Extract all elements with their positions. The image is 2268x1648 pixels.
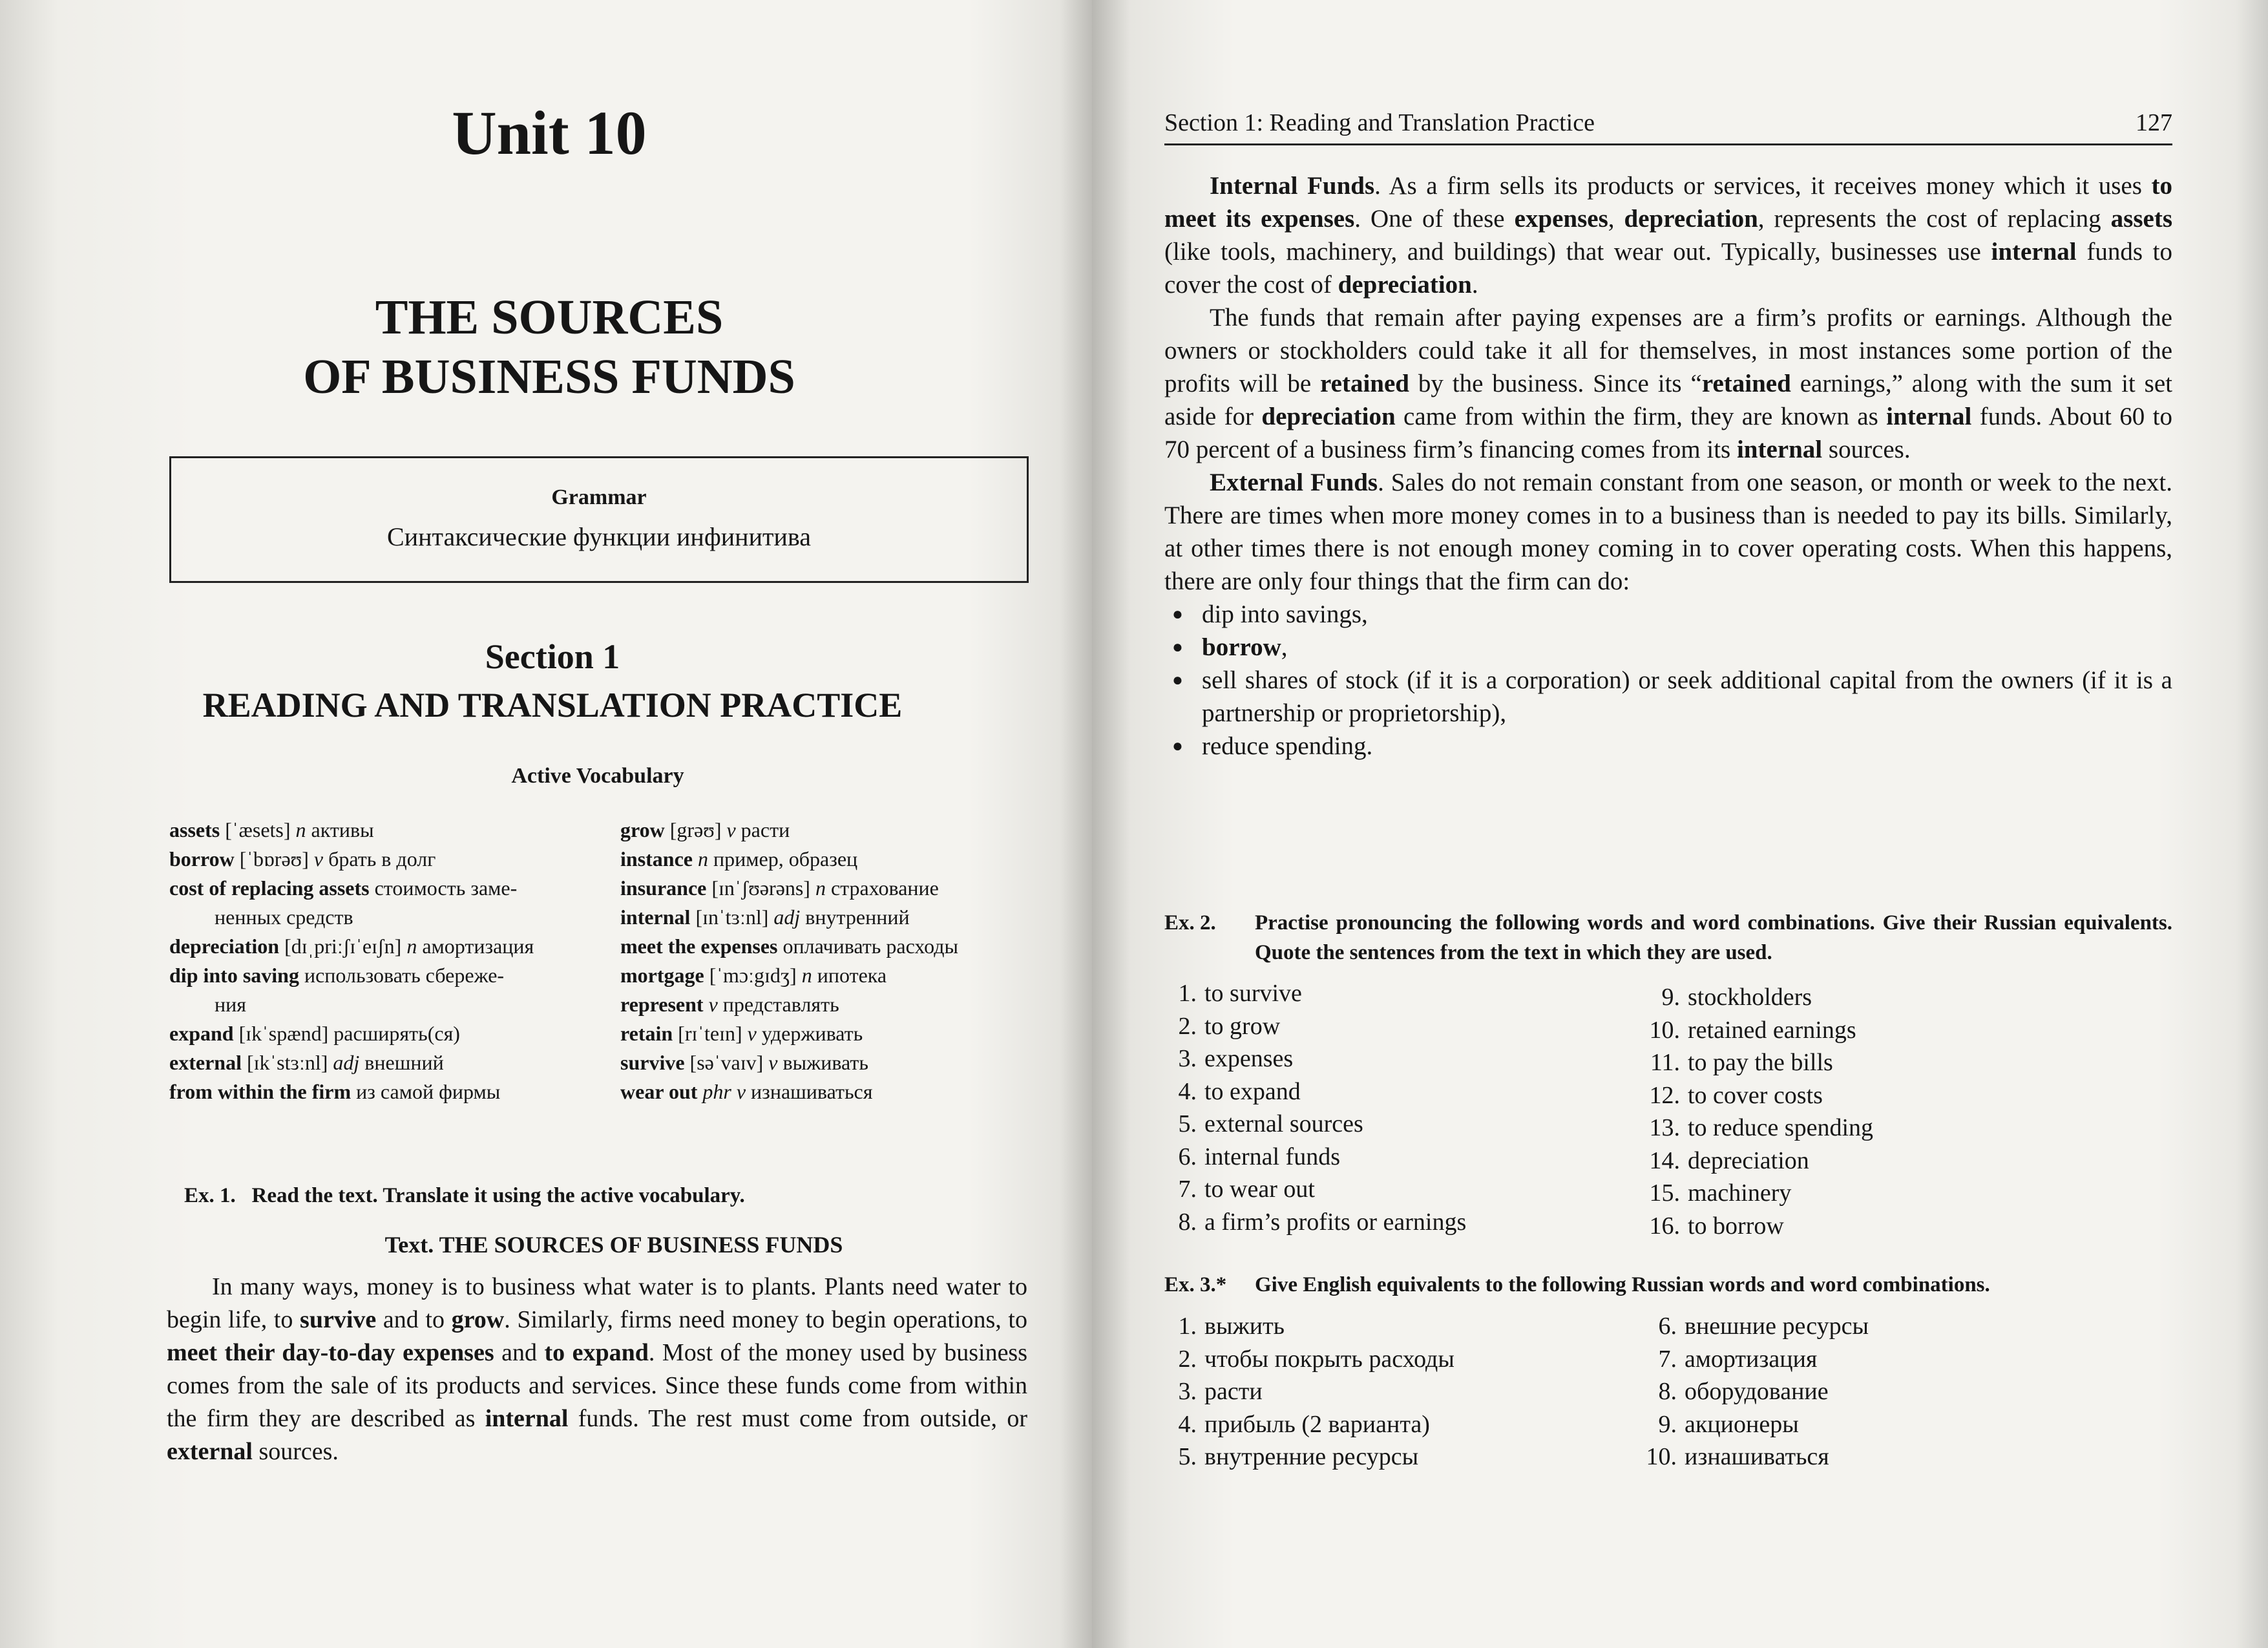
vocab-part-of-speech: n — [801, 964, 812, 987]
vocab-part-of-speech: adj — [333, 1051, 360, 1074]
text-run: sources. — [252, 1438, 339, 1465]
vocab-part-of-speech: phr v — [702, 1080, 746, 1103]
exercise-3-label: Ex. 3.* — [1164, 1273, 1227, 1296]
item-text: to grow — [1204, 1012, 1281, 1040]
item-number: 5. — [1178, 1443, 1197, 1470]
vocab-term: expand — [169, 1022, 234, 1045]
vocab-entry: ния — [215, 993, 246, 1016]
exercise-item — [1164, 1075, 1565, 1108]
right-page — [1092, 0, 2268, 1648]
item-number: 2. — [1178, 1012, 1197, 1040]
paragraph-internal-funds — [1164, 169, 2172, 301]
exercise-item — [1648, 1145, 2048, 1178]
vocab-entry: mortgage [ˈmɔːgɪdʒ] n ипотека — [620, 964, 887, 987]
vocab-entry: assets [ˈæsets] n активы — [169, 818, 374, 841]
vocab-entry: instance n пример, образец — [620, 847, 858, 871]
item-text: внешние ресурсы — [1685, 1313, 1869, 1340]
bold-term: assets — [2110, 205, 2173, 233]
text-run: The funds that remain after paying expenses are a firm’s profits or earnings. Although the owners or stockholders could take it all for themselves, in most instances some portion of the profits will be — [1164, 304, 2172, 397]
exercise-3-list-right — [1644, 1310, 2045, 1474]
bullet-item — [1164, 598, 2172, 631]
exercise-item — [1164, 1310, 1565, 1343]
grammar-box — [169, 456, 1029, 583]
text-run: sell shares of stock (if it is a corporation) or seek additional capital from the owners (if it is a partnership or proprietorship), — [1202, 666, 2172, 727]
vocab-entry: depreciation [dɪˌpriːʃɪˈeɪʃn] n амортизация — [169, 935, 534, 958]
vocab-term: meet the expenses — [620, 935, 778, 958]
unit-title: Unit 10 — [452, 98, 647, 167]
item-text: расти — [1204, 1378, 1263, 1405]
item-number: 12. — [1649, 1081, 1680, 1109]
vocab-term: assets — [169, 818, 220, 841]
item-text: акционеры — [1685, 1410, 1799, 1438]
text-run: funds. About 60 to 70 percent of a business firm’s financing comes from its — [1164, 403, 2172, 463]
exercise-item — [1648, 1177, 2048, 1210]
exercise-item — [1644, 1343, 2045, 1376]
item-text: external sources — [1204, 1110, 1363, 1137]
exercise-item — [1644, 1441, 2045, 1474]
exercise-item — [1644, 1310, 2045, 1343]
exercise-item — [1164, 1042, 1565, 1075]
bold-term: retained — [1320, 370, 1409, 397]
vocab-entry: insurance [ɪnˈʃʊərəns] n страхование — [620, 876, 939, 900]
item-text: depreciation — [1688, 1146, 1809, 1174]
bold-term: external — [167, 1438, 253, 1465]
vocab-entry: survive [səˈvaɪv] v выживать — [620, 1051, 868, 1074]
item-text: to borrow — [1688, 1212, 1784, 1240]
vocab-entry: cost of replacing assets стоимость заме- — [169, 876, 518, 900]
item-number: 16. — [1649, 1212, 1680, 1240]
intro-paragraph — [167, 1271, 1027, 1468]
page-number: 127 — [2136, 109, 2172, 136]
item-number: 11. — [1650, 1049, 1680, 1076]
exercise-item — [1648, 1046, 2048, 1079]
grammar-heading: Grammar — [551, 485, 647, 509]
item-number: 14. — [1649, 1146, 1680, 1174]
vocab-term: wear out — [620, 1080, 698, 1103]
text-run: In many ways, money is to business what water is to plants. Plants need water to begin life, to — [167, 1273, 1027, 1333]
item-text: внутренние ресурсы — [1204, 1443, 1419, 1470]
item-number: 15. — [1649, 1179, 1680, 1207]
vocab-entry: internal [ɪnˈtɜːnl] adj внутренний — [620, 905, 910, 929]
item-text: to pay the bills — [1688, 1049, 1833, 1076]
bold-term: meet their day-to-day expenses — [167, 1339, 494, 1366]
vocab-part-of-speech: n — [295, 818, 306, 841]
item-number: 6. — [1178, 1143, 1197, 1170]
item-text: stockholders — [1688, 984, 1812, 1011]
item-number: 13. — [1649, 1114, 1680, 1141]
options-bullet-list — [1164, 598, 2172, 763]
vocabulary-right-column — [620, 816, 1040, 1106]
vocab-part-of-speech: v — [768, 1051, 778, 1074]
bold-term: internal — [1886, 403, 1972, 430]
text-run: and to — [376, 1306, 452, 1333]
exercise-item — [1164, 1375, 1565, 1408]
exercise-item — [1648, 1210, 2048, 1243]
text-run: . — [1471, 271, 1478, 299]
exercise-item — [1164, 1141, 1565, 1174]
main-title — [149, 288, 950, 407]
item-text: изнашиваться — [1685, 1443, 1829, 1470]
bold-term: internal — [1736, 436, 1823, 463]
vocab-entry: external [ɪkˈstɜːnl] adj внешний — [169, 1051, 444, 1074]
exercise-2-text: Practise pronouncing the following words and word combinations. Give their Russian equivalents. Quote the sentences from the text in which they are used. — [1255, 911, 2172, 964]
bullet-item — [1164, 631, 2172, 664]
exercise-item — [1164, 1441, 1565, 1474]
vocab-entry: grow [grəʊ] v расти — [620, 818, 790, 841]
exercise-3-text: Give English equivalents to the following Russian words and word combinations. — [1255, 1273, 1990, 1296]
vocab-term: grow — [620, 818, 665, 841]
vocab-entry: meet the expenses оплачивать расходы — [620, 935, 958, 958]
item-number: 5. — [1178, 1110, 1197, 1137]
item-text: прибыль (2 варианта) — [1204, 1410, 1430, 1438]
exercise-item — [1164, 1206, 1565, 1239]
exercise-item — [1644, 1375, 2045, 1408]
exercise-3-heading — [1164, 1270, 2172, 1300]
vocab-entry: represent v представлять — [620, 993, 839, 1016]
item-text: амортизация — [1685, 1345, 1818, 1373]
text-run: earnings,” along with the sum it set aside for — [1164, 370, 2172, 430]
item-text: to reduce spending — [1688, 1114, 1874, 1141]
text-run: came from within the firm, they are known as — [1395, 403, 1887, 430]
item-text: expenses — [1204, 1045, 1294, 1072]
paragraph-external-funds — [1164, 466, 2172, 598]
bold-term: borrow — [1202, 633, 1281, 661]
item-number: 7. — [1178, 1176, 1197, 1203]
item-text: a firm’s profits or earnings — [1204, 1208, 1467, 1236]
exercise-item — [1648, 1014, 2048, 1047]
exercise-2-heading — [1164, 908, 2172, 967]
vocab-entry: wear out phr v изнашиваться — [620, 1080, 873, 1103]
text-run: . One of these — [1354, 205, 1515, 233]
item-number: 1. — [1178, 980, 1197, 1007]
vocab-term: from within the firm — [169, 1080, 352, 1103]
vocab-part-of-speech: adj — [773, 905, 801, 929]
text-run: . Most of the money used by business comes from the sale of its products and services. Since these funds come from within the firm they are described as — [167, 1339, 1028, 1432]
vocab-term: cost of replacing assets — [169, 876, 370, 900]
text-run: (like tools, machinery, and buildings) that wear out. Typically, businesses use — [1164, 238, 1991, 266]
exercise-item — [1164, 977, 1565, 1010]
text-run: funds. The rest must come from outside, or — [568, 1405, 1028, 1432]
exercise-1-label: Ex. 1. — [184, 1184, 236, 1207]
exercise-item — [1164, 1010, 1565, 1043]
text-run: . Sales do not remain constant from one season, or month or week to the next. There are times when more money comes in to a business than is needed to pay its bills. Similarly, at other times there is not enough money coming in to cover operating costs. When this happens, there are only four things that the firm can do: — [1164, 469, 2172, 595]
item-text: чтобы покрыть расходы — [1204, 1345, 1454, 1373]
item-text: выжить — [1204, 1313, 1285, 1340]
vocab-term: instance — [620, 847, 693, 871]
running-header — [1164, 109, 2172, 145]
vocab-term: represent — [620, 993, 704, 1016]
text-run: . Similarly, firms need money to begin operations, to — [504, 1306, 1027, 1333]
vocab-entry: expand [ɪkˈspænd] расширять(ся) — [169, 1022, 460, 1045]
item-number: 7. — [1658, 1345, 1677, 1373]
paragraph-retained-earnings — [1164, 301, 2172, 466]
item-number: 4. — [1178, 1410, 1197, 1438]
bold-term: depreciation — [1261, 403, 1396, 430]
vocab-term: external — [169, 1051, 242, 1074]
item-number: 10. — [1646, 1443, 1677, 1470]
vocab-term: dip into saving — [169, 964, 299, 987]
text-run: dip into savings, — [1202, 600, 1368, 628]
vocab-part-of-speech: n — [815, 876, 826, 900]
vocab-entry: ненных средств — [215, 905, 353, 929]
bullet-item — [1164, 664, 2172, 730]
item-number: 10. — [1649, 1016, 1680, 1044]
bold-term: grow — [451, 1306, 505, 1333]
vocab-term: retain — [620, 1022, 673, 1045]
exercise-1-text: Read the text. Translate it using the active vocabulary. — [251, 1184, 745, 1207]
left-page — [0, 0, 1092, 1648]
text-run: reduce spending. — [1202, 732, 1373, 760]
item-text: machinery — [1688, 1179, 1792, 1207]
exercise-item — [1648, 1079, 2048, 1112]
main-title-line-2: OF BUSINESS FUNDS — [303, 350, 795, 404]
item-number: 9. — [1661, 984, 1680, 1011]
item-text: to survive — [1204, 980, 1302, 1007]
bold-term: to expand — [544, 1339, 649, 1366]
item-text: to expand — [1204, 1077, 1301, 1105]
bold-term: External Funds — [1210, 469, 1378, 496]
text-run: by the business. Since its “ — [1409, 370, 1702, 397]
exercise-item — [1648, 981, 2048, 1014]
vocab-term: insurance — [620, 876, 707, 900]
text-run: , — [1608, 205, 1624, 233]
item-number: 8. — [1658, 1378, 1677, 1405]
item-number: 6. — [1658, 1313, 1677, 1340]
vocabulary-left-column — [169, 816, 609, 1106]
text-run: funds to cover the cost of — [1164, 238, 2172, 299]
vocab-term: survive — [620, 1051, 685, 1074]
item-text: retained earnings — [1688, 1016, 1856, 1044]
text-run: and — [494, 1339, 545, 1366]
vocab-entry: borrow [ˈbɒrəʊ] v брать в долг — [169, 847, 436, 871]
vocab-part-of-speech: v — [708, 993, 718, 1016]
bold-term: internal — [485, 1405, 569, 1432]
vocab-term: internal — [620, 905, 691, 929]
exercise-1 — [184, 1184, 1024, 1208]
grammar-text: Синтаксические функции инфинитива — [387, 522, 811, 551]
exercise-2-list-right — [1648, 981, 2048, 1242]
item-text: internal funds — [1204, 1143, 1341, 1170]
exercise-item — [1164, 1408, 1565, 1441]
section-title: READING AND TRANSLATION PRACTICE — [202, 686, 903, 724]
exercise-item — [1164, 1343, 1565, 1376]
text-run: sources. — [1822, 436, 1911, 463]
exercise-item — [1164, 1108, 1565, 1141]
bold-term: expenses — [1514, 205, 1608, 233]
item-text: to wear out — [1204, 1176, 1315, 1203]
item-text: to cover costs — [1688, 1081, 1823, 1109]
item-number: 3. — [1178, 1045, 1197, 1072]
right-body-text — [1164, 169, 2172, 763]
vocab-part-of-speech: v — [313, 847, 324, 871]
vocab-entry: retain [rɪˈteɪn] v удерживать — [620, 1022, 863, 1045]
vocab-entry: from within the firm из самой фирмы — [169, 1080, 501, 1103]
bold-term: Internal Funds — [1210, 172, 1375, 200]
vocab-part-of-speech: n — [406, 935, 417, 958]
vocab-term: borrow — [169, 847, 235, 871]
text-run: . As a firm sells its products or services, it receives money which it uses — [1374, 172, 2152, 200]
running-header-title: Section 1: Reading and Translation Practice — [1164, 109, 1595, 136]
exercise-item — [1644, 1408, 2045, 1441]
bold-term: retained — [1701, 370, 1791, 397]
vocab-term: mortgage — [620, 964, 704, 987]
vocab-term: depreciation — [169, 935, 280, 958]
vocab-part-of-speech: v — [747, 1022, 757, 1045]
text-run: , — [1281, 633, 1288, 661]
section-number: Section 1 — [485, 637, 620, 676]
text-run: , represents the cost of replacing — [1758, 205, 2111, 233]
exercise-item — [1648, 1112, 2048, 1145]
item-number: 2. — [1178, 1345, 1197, 1373]
bold-term: internal — [1991, 238, 2077, 266]
item-number: 8. — [1178, 1208, 1197, 1236]
bold-term: to meet its expenses — [1164, 172, 2172, 233]
exercise-item — [1164, 1173, 1565, 1206]
exercise-3-list-left — [1164, 1310, 1565, 1474]
exercise-2-list-left — [1164, 977, 1565, 1238]
item-number: 3. — [1178, 1378, 1197, 1405]
item-number: 9. — [1658, 1410, 1677, 1438]
item-number: 1. — [1178, 1313, 1197, 1340]
vocab-entry: dip into saving использовать сбереже- — [169, 964, 505, 987]
main-title-line-1: THE SOURCES — [375, 290, 724, 344]
bullet-item — [1164, 730, 2172, 763]
vocabulary-heading: Active Vocabulary — [511, 764, 684, 788]
exercise-2-label: Ex. 2. — [1164, 911, 1216, 935]
bold-term: depreciation — [1624, 205, 1758, 233]
bold-term: survive — [300, 1306, 377, 1333]
vocab-part-of-speech: n — [698, 847, 708, 871]
vocab-part-of-speech: v — [726, 818, 736, 841]
bold-term: depreciation — [1338, 271, 1472, 299]
text-heading: Text. THE SOURCES OF BUSINESS FUNDS — [384, 1232, 843, 1258]
item-text: оборудование — [1685, 1378, 1829, 1405]
item-number: 4. — [1178, 1077, 1197, 1105]
